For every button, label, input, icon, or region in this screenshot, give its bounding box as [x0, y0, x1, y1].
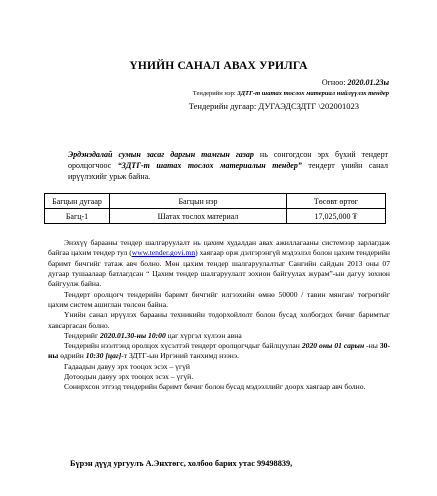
date-value: 2020.01.23ы	[347, 78, 389, 87]
document-title: ҮНИЙН САНАЛ АВАХ УРИЛГА	[129, 60, 308, 72]
intro-org: Эрдэнэдалай сумын засаг даргын тамгын газар	[68, 150, 254, 159]
col-header-budget: Төсөвт өртөг	[287, 194, 386, 209]
opening-text-g: -т ЗДТГ-ын Иргэний танхимд нээнэ.	[121, 351, 239, 361]
opening-time: 10:30 [цаг]	[85, 351, 122, 361]
intro-tender-title: “ЗДТГ-т шатах тослох материалын тендер”	[117, 160, 302, 170]
opening-date: 2020 оны 01 сарын	[301, 341, 365, 351]
opening-day: 30-ны	[48, 341, 390, 361]
deadline-text-c: цаг хүргэл хүлээн авна	[165, 330, 242, 340]
body-text	[48, 238, 390, 393]
intro-paragraph	[68, 150, 388, 182]
tender-website-link[interactable]: www.tender.govi.mn	[131, 248, 196, 258]
paragraph-foreign-preference: Гадаадын давуу эрх тооцох эсэх – үгүй	[64, 361, 190, 371]
paragraph-contact-info: Сонирхсон этгээд тендерийн баримт бичиг болон бусад мэдээллийг доорх хаягаар авч болно.	[64, 382, 366, 392]
tender-name-line	[193, 90, 389, 97]
paragraph-deadline	[48, 331, 390, 341]
tender-name-value: ЗДТГ-т шатах тослох материал нийлүүлэх тендер	[237, 90, 389, 97]
col-header-lot-number: Багцын дугаар	[45, 194, 110, 209]
paragraph-system-text-a: Энэхүү барааны тендер шалгаруулалт нь цахим худалдан авах ажиллагааны системээр зарлагдаж байгаа цахим тендер тул (	[48, 238, 390, 258]
date-label: Огноо:	[321, 78, 348, 87]
deadline-datetime: 2020.01.30-ны 10:00	[99, 330, 166, 340]
paragraph-system-text-b: ) хаягаар орж дэлгэрэнгүй мэдээлэл болон цахим тендерийн баримт бичгийг татаж авч болно. Мөн цахим тендер шалгаруулалтыг Сангийн сайдын 2013 оны 07 дугаар тушаалаар батлагдсан “ Цахим тендер шалгаруулалт зохион байгуулах журам”-ын дагуу зохион байгуулж байна.	[48, 248, 390, 289]
opening-text-c: -ны	[364, 341, 380, 351]
intro-text-2: тендерт үнийн санал ирүүлэхийг урьж байна.	[68, 160, 389, 181]
paragraph-attachments: Үнийн санал ирүүлэх барааны техникийн тодорхойлолт болон бусад холбогдох бичиг баримтыг хавсаргасан болно.	[48, 310, 390, 330]
cell-budget: 17,025,000 ₮	[287, 209, 386, 224]
lots-table	[44, 193, 386, 224]
paragraph-fee: Тендерт оролцогч тендерийн баримт бичгийг илгээхийн өмнө 50000 / тавин мянган/ төгрөгийг цахим систем ашиглан төлсөн байна.	[48, 289, 390, 309]
signature-line: Бүрэн дүүд ургуулъ А.Энхтөгс, холбоо барих утас 99498839,	[70, 459, 293, 468]
paragraph-system	[48, 238, 390, 290]
intro-text-1: нь сонгогдсон эрх бүхий тендерт оролцогчоос	[68, 150, 388, 170]
table-row	[45, 209, 386, 224]
paragraph-domestic-preference: Дотоодын давуу эрх тооцох эсэх – үгүй.	[64, 372, 194, 382]
opening-text-a: Тендерийн нээлтэнд оролцох хүсэлтэй тендерт оролцогчдыг байлцуулан	[64, 341, 302, 351]
deadline-text-a: Тендерийг	[64, 330, 100, 340]
tender-number: Тендерийн дугаар: ДУГАЭДСЗДТГ \202001023	[188, 101, 359, 111]
paragraph-opening	[48, 341, 390, 362]
col-header-lot-name: Багцын нэр	[110, 194, 287, 209]
tender-name-label: Тендерийн нэр:	[192, 90, 238, 97]
opening-text-e: өдрийн	[58, 351, 86, 361]
table-header-row	[45, 194, 386, 209]
date-line	[322, 78, 389, 87]
cell-lot-name: Шатах тослох материал	[110, 209, 287, 224]
cell-lot-number: Багц-1	[45, 209, 110, 224]
